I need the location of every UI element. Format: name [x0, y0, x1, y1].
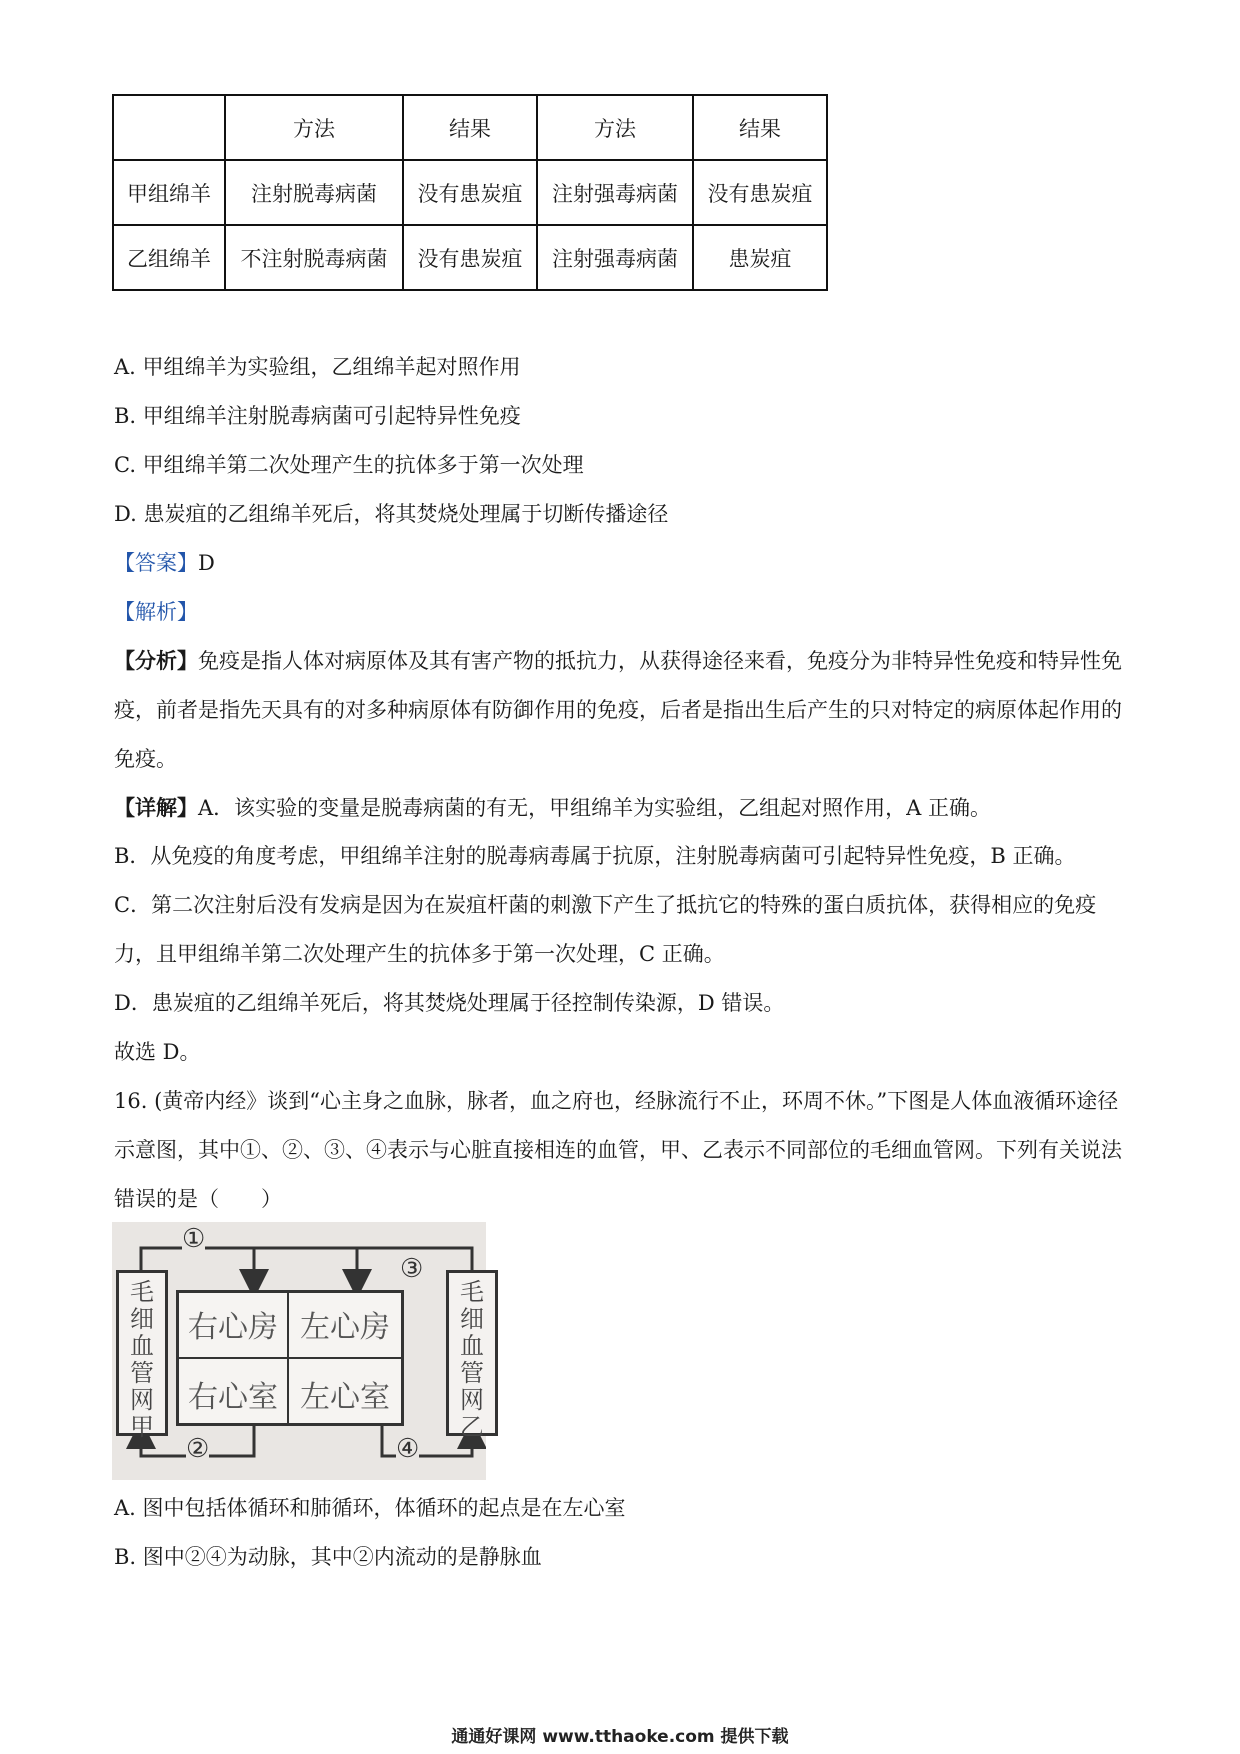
option-a: A. 甲组绵羊为实验组，乙组绵羊起对照作用: [114, 355, 521, 379]
table-header-cell: 结果: [403, 95, 537, 160]
q16-option-b: B. 图中②④为动脉，其中②内流动的是静脉血: [114, 1545, 542, 1569]
table-header-row: [113, 95, 827, 160]
answer-value: D: [198, 551, 215, 575]
circulation-diagram: [112, 1222, 486, 1480]
answer-tag: 【答案】: [114, 551, 198, 575]
left-atrium-label: 左心房: [300, 1310, 390, 1345]
conclusion: 故选 D。: [114, 1040, 201, 1064]
table-cell: 没有患炭疽: [403, 225, 537, 290]
vessel-label-2: ②: [186, 1434, 210, 1464]
option-d: D. 患炭疽的乙组绵羊死后，将其焚烧处理属于切断传播途径: [114, 502, 669, 526]
xiangjie-tag: 【详解】: [114, 795, 198, 820]
table-cell: 患炭疽: [693, 225, 827, 290]
footer-watermark: 通通好课网 www.tthaoke.com 提供下载: [451, 1727, 789, 1747]
table-cell: 没有患炭疽: [693, 160, 827, 225]
question-16-stem: 16. (黄帝内经》谈到“心主身之血脉，脉者，血之府也，经脉流行不止，环周不休。”下图是人体血液循环途径示意图，其中①、②、③、④表示与心脏直接相连的血管，甲、乙表示不同部位的毛细血管网。下列有关说法错误的是（ ）: [114, 1089, 1122, 1211]
explanation-a: [114, 783, 1124, 833]
table-header-cell: 方法: [537, 95, 693, 160]
option-b: B. 甲组绵羊注射脱毒病菌可引起特异性免疫: [114, 404, 521, 428]
table-cell: 甲组绵羊: [113, 160, 225, 225]
table-row: [113, 225, 827, 290]
analysis-paragraph: [114, 636, 1124, 784]
capillary-jia-label: 毛细血管网甲: [130, 1278, 154, 1441]
vessel-label-1: ①: [182, 1224, 206, 1254]
table-row: [113, 160, 827, 225]
table-header-cell: [113, 95, 225, 160]
right-atrium-label: 右心房: [188, 1310, 278, 1345]
answer-line: [114, 548, 215, 578]
left-ventricle-label: 左心室: [300, 1380, 390, 1415]
table-cell: 注射强毒病菌: [537, 160, 693, 225]
fenxi-text: 免疫是指人体对病原体及其有害产物的抵抗力，从获得途径来看，免疫分为非特异性免疫和特异性免疫，前者是指先天具有的对多种病原体有防御作用的免疫，后者是指出生后产生的只对特定的病原体起作用的免疫。: [114, 649, 1122, 771]
vessel-label-3: ③: [400, 1254, 424, 1284]
table-cell: 乙组绵羊: [113, 225, 225, 290]
vessel-label-4: ④: [396, 1434, 420, 1464]
table-header-cell: 方法: [225, 95, 403, 160]
right-ventricle-label: 右心室: [188, 1380, 278, 1415]
explanation-c: C．第二次注射后没有发病是因为在炭疽杆菌的刺激下产生了抵抗它的特殊的蛋白质抗体，获得相应的免疫力，且甲组绵羊第二次处理产生的抗体多于第一次处理，C 正确。: [114, 893, 1097, 966]
option-c: C. 甲组绵羊第二次处理产生的抗体多于第一次处理: [114, 453, 584, 477]
capillary-network-yi: [446, 1270, 498, 1441]
analysis-tag: 【解析】: [114, 600, 198, 624]
fenxi-tag: 【分析】: [114, 648, 198, 673]
analysis-heading: [114, 597, 198, 627]
explanation-a-text: A．该实验的变量是脱毒病菌的有无，甲组绵羊为实验组，乙组起对照作用，A 正确。: [198, 796, 992, 820]
capillary-network-jia: [116, 1270, 168, 1441]
table-cell: 不注射脱毒病菌: [225, 225, 403, 290]
table-cell: 没有患炭疽: [403, 160, 537, 225]
explanation-b: B．从免疫的角度考虑，甲组绵羊注射的脱毒病毒属于抗原，注射脱毒病菌可引起特异性免疫，B 正确。: [114, 844, 1076, 868]
experiment-table: [112, 94, 828, 291]
table-header-cell: 结果: [693, 95, 827, 160]
table-cell: 注射脱毒病菌: [225, 160, 403, 225]
capillary-yi-label: 毛细血管网乙: [460, 1278, 484, 1441]
explanation-d: D．患炭疽的乙组绵羊死后，将其焚烧处理属于径控制传染源，D 错误。: [114, 991, 785, 1015]
table-cell: 注射强毒病菌: [537, 225, 693, 290]
q16-option-a: A. 图中包括体循环和肺循环，体循环的起点是在左心室: [114, 1496, 626, 1520]
